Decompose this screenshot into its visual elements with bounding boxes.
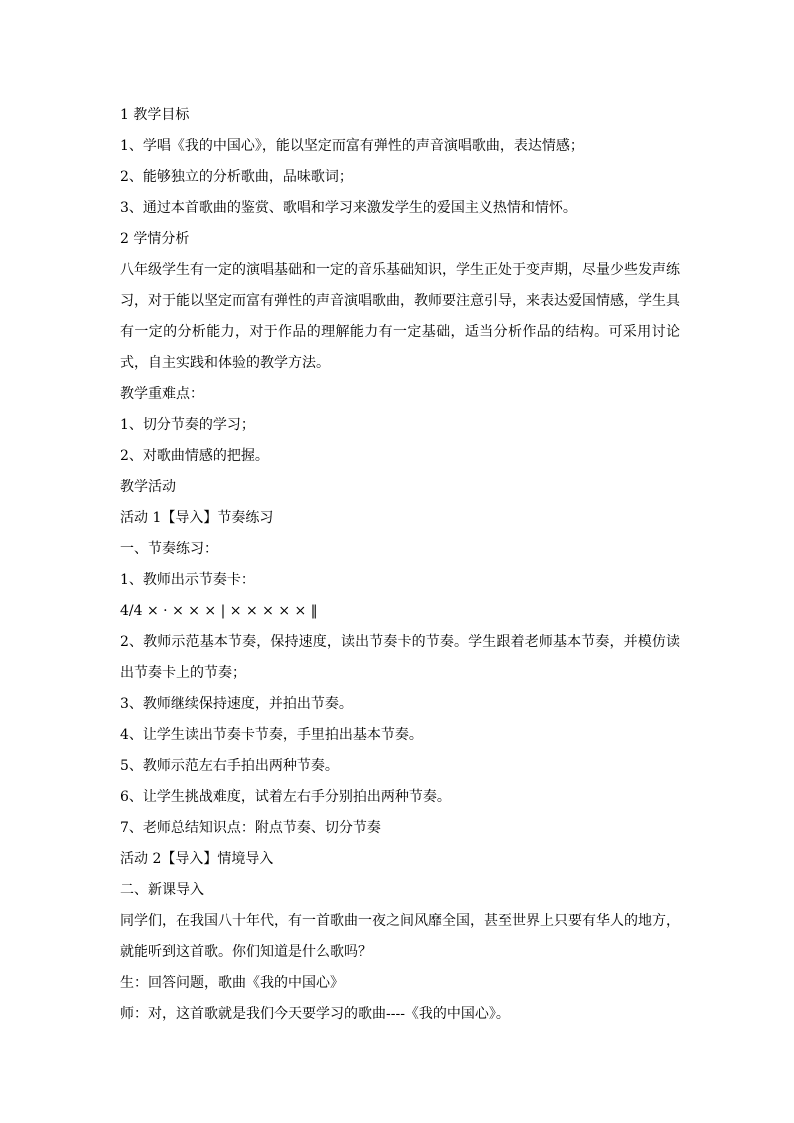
- text-line: 教学重难点：: [120, 386, 204, 402]
- text-line: 2 学情分析: [120, 231, 190, 247]
- text-line: 活动 1【导入】节奏练习: [120, 510, 274, 526]
- text-line: 师：对，这首歌就是我们今天要学习的歌曲----《我的中国心》。: [120, 1006, 510, 1022]
- text-line: 活动 2【导入】情境导入: [120, 851, 274, 867]
- text-line: 1 教学目标: [120, 107, 190, 123]
- text-line: 5、教师示范左右手拍出两种节奏。: [120, 758, 339, 774]
- text-line: 1、切分节奏的学习；: [120, 417, 255, 433]
- text-line: 6、让学生挑战难度，试着左右手分别拍出两种节奏。: [120, 789, 451, 805]
- paragraph: 同学们，在我国八十年代，有一首歌曲一夜之间风靡全国，甚至世界上只要有华人的地方，就能听到这首歌。你们知道是什么歌吗？: [120, 913, 680, 960]
- text-line: 二、新课导入: [120, 882, 204, 898]
- text-line: 2、对歌曲情感的把握。: [120, 448, 269, 464]
- text-line: 1、教师出示节奏卡：: [120, 572, 255, 588]
- paragraph: 2、教师示范基本节奏，保持速度，读出节奏卡的节奏。学生跟着老师基本节奏，并模仿读出节奏卡上的节奏；: [120, 634, 680, 681]
- text-line: 3、通过本首歌曲的鉴赏、歌唱和学习来激发学生的爱国主义热情和情怀。: [120, 200, 577, 216]
- text-line: 7、老师总结知识点：附点节奏、切分节奏: [120, 820, 381, 836]
- text-line: 一、节奏练习：: [120, 541, 218, 557]
- text-line: 生：回答问题，歌曲《我的中国心》: [120, 975, 344, 991]
- document-body: [120, 100, 680, 1030]
- text-line: 3、教师继续保持速度，并拍出节奏。: [120, 696, 353, 712]
- text-line: 4/4 × · × × × | × × × × × ‖: [120, 603, 318, 619]
- text-line: 教学活动: [120, 479, 176, 495]
- paragraph: 八年级学生有一定的演唱基础和一定的音乐基础知识，学生正处于变声期，尽量少些发声练习，对于能以坚定而富有弹性的声音演唱歌曲，教师要注意引导，来表达爱国情感，学生具有一定的分析能力，对于作品的理解能力有一定基础，适当分析作品的结构。可采用讨论式，自主实践和体验的教学方法。: [120, 262, 680, 371]
- text-line: 2、能够独立的分析歌曲，品味歌词；: [120, 169, 353, 185]
- text-line: 4、让学生读出节奏卡节奏，手里拍出基本节奏。: [120, 727, 423, 743]
- text-line: 1、学唱《我的中国心》，能以坚定而富有弹性的声音演唱歌曲，表达情感；: [120, 138, 584, 154]
